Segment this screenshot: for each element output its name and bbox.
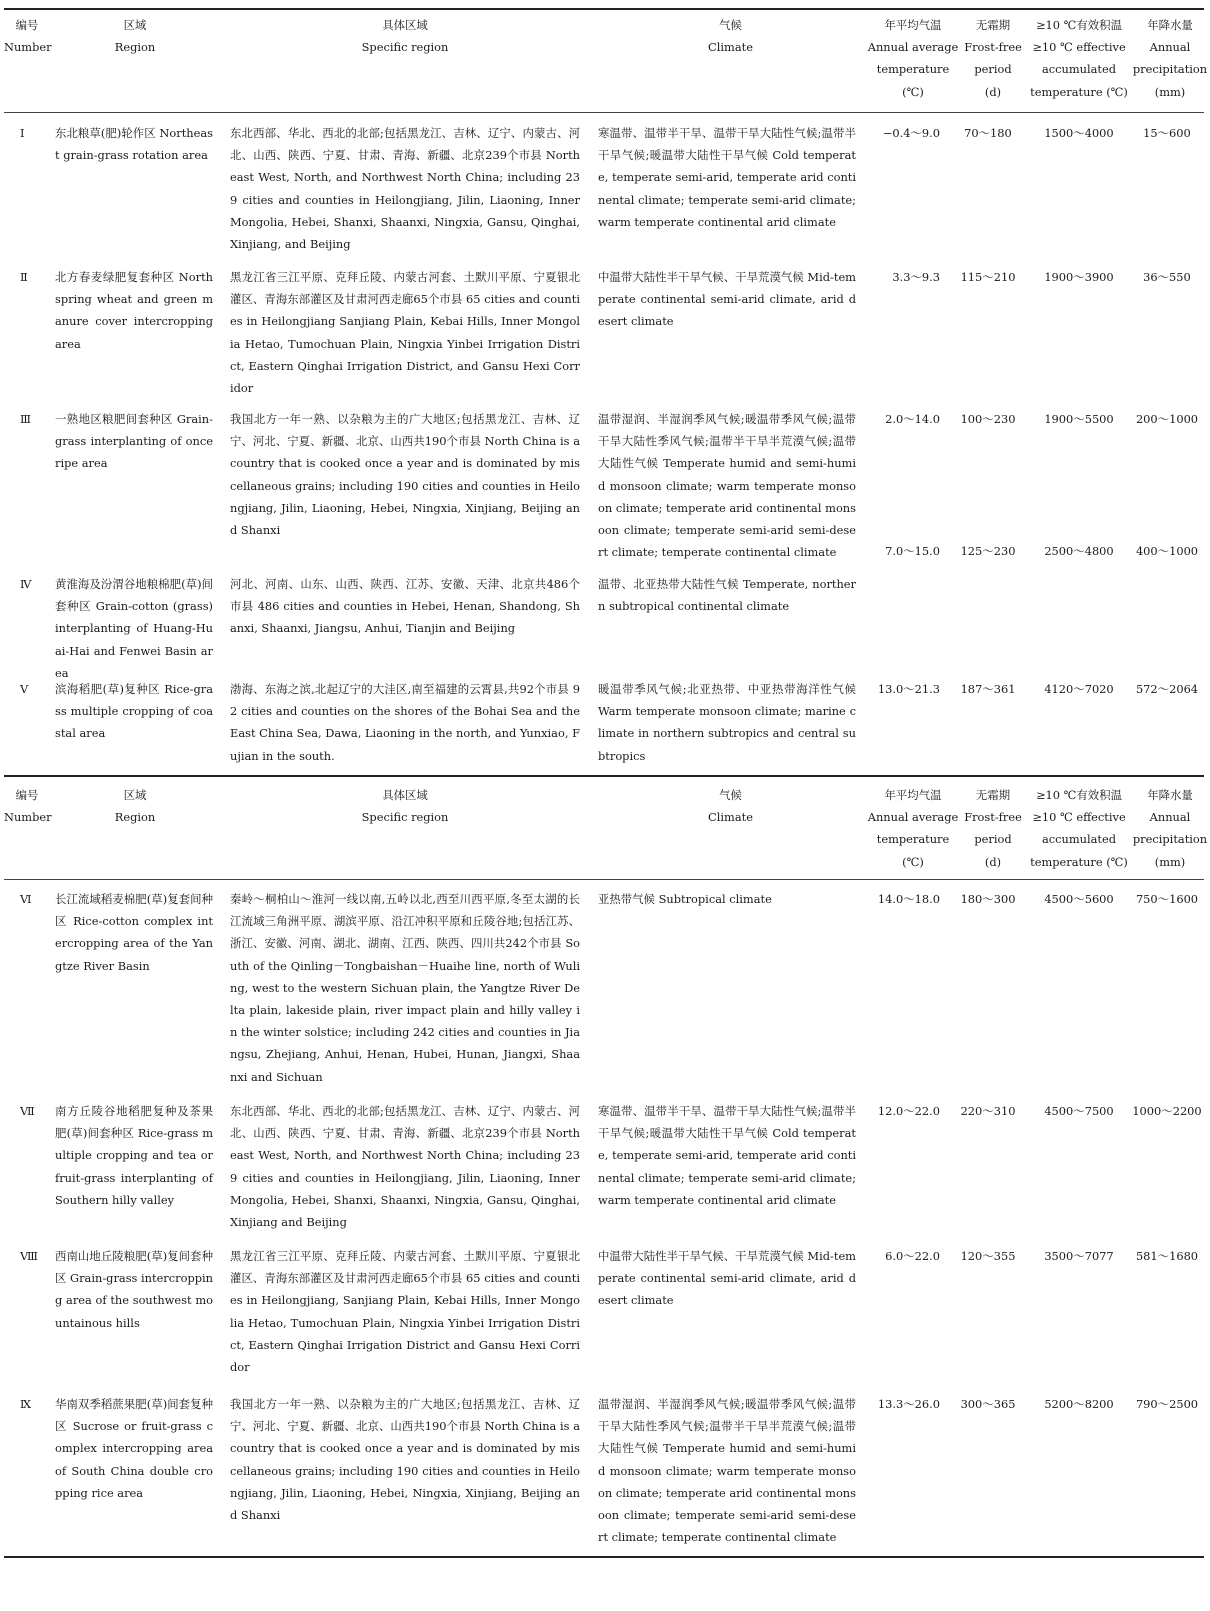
row-temp: 13.0～21.3 [877,682,940,696]
header-accum-unit: temperature (℃) [1030,84,1128,99]
header-accum-en2: accumulated [1041,62,1117,77]
row-precip: 400～1000 [1135,544,1199,558]
row-region: 滨海稻肥(草)复种区 Rice-grass multiple cropping of coastal area [55,682,213,741]
row-accum: 4120～7020 [1044,682,1114,696]
header-region-en: Region [114,810,156,825]
row-specific: 我国北方一年一熟、以杂粮为主的广大地区;包括黑龙江、吉林、辽宁、河北、宁夏、新疆、北京、山西共190个市县 North China is a country that is cooked once a year and is dominated by miscellaneous grains; including 190 cities and counties in Heilongjiang, Jilin, Liaoning, Hebei, Ningxia, Xinjiang, Beijing and Shanxi [230,1397,580,1523]
row-climate: 寒温带、温带半干旱、温带干旱大陆性气候;温带半干旱气候;暖温带大陆性干旱气候 Cold temperate, temperate semi-arid, temperate arid continental climate; temperate semi-arid climate; warm temperate continental arid climate [598,126,856,229]
row-precip: 1000～2200 [1132,1104,1202,1118]
header-climate-en: Climate [708,40,753,55]
header-frost-en1: Frost-free [964,40,1022,55]
header-accum-zh: ≥10 ℃有效积温 [1036,18,1122,32]
row-specific: 秦岭～桐柏山～淮河一线以南,五岭以北,西至川西平原,冬至太湖的长江流域三角洲平原、湖滨平原、沿江冲积平原和丘陵谷地;包括江苏、浙江、安徽、河南、湖北、湖南、江西、陕西、四川共242个市县 South of the Qinling－Tongbaishan－Huaihe line, north of Wuling, west to the western Sichuan plain, the Yangtze River Delta plain, lakeside plain, river impact plain and hilly valley in the winter solstice; including 242 cities and counties in Jiangsu, Zhejiang, Anhui, Henan, Hubei, Hunan, Jiangxi, Shaanxi and Sichuan [230,892,580,1084]
row-accum: 4500～7500 [1044,1104,1114,1118]
header-number-en: Number [4,40,52,55]
row-number: Ⅱ [20,270,28,284]
row-number: Ⅸ [20,1397,31,1411]
header-specific [230,14,580,58]
row-climate: 中温带大陆性半干旱气候、干旱荒漠气候 Mid-temperate continental semi-arid climate, arid desert climate [598,1249,856,1308]
row-specific: 我国北方一年一熟、以杂粮为主的广大地区;包括黑龙江、吉林、辽宁、河北、宁夏、新疆、北京、山西共190个市县 North China is a country that is cooked once a year and is dominated by miscellaneous grains; including 190 cities and counties in Heilongjiang, Jilin, Liaoning, Hebei, Ningxia, Xinjiang, Beijing and Shanxi [230,412,580,538]
header-climate [598,14,863,58]
row-temp: 12.0～22.0 [877,1104,940,1118]
row-climate: 中温带大陆性半干旱气候、干旱荒漠气候 Mid-temperate continental semi-arid climate, arid desert climate [598,270,856,329]
header-temp-unit: (℃) [902,84,924,99]
header-number [4,14,50,58]
row-temp: 7.0～15.0 [885,544,940,558]
row-accum: 1900～3900 [1044,270,1114,284]
header-region [60,14,210,58]
header-precip-unit: (mm) [1154,854,1186,869]
row-temp: −0.4～9.0 [882,126,940,140]
row-climate: 温带湿润、半湿润季风气候;暖温带季风气候;温带干旱大陆性季风气候;温带半干旱半荒漠气候;温带大陆性气候 Temperate humid and semi-humid monsoon climate; warm temperate monsoon climate; temperate arid continental monsoon climate; temperate semi-arid semi-desert climate; temperate continental climate [598,412,856,560]
row-climate: 温带、北亚热带大陆性气候 Temperate, northern subtropical continental climate [598,577,856,614]
row-frost: 100～230 [960,412,1016,426]
header-precip [1132,14,1208,103]
row-region: 黄淮海及汾渭谷地粮棉肥(草)间套种区 Grain-cotton (grass) interplanting of Huang-Huai-Hai and Fenwei Basin area [55,577,213,680]
row-region: 北方春麦绿肥复套种区 North spring wheat and green manure cover intercropping area [55,270,213,351]
bottom-rule [4,1556,1204,1558]
header-specific-zh: 具体区域 [382,788,428,802]
header-precip-en2: precipitation [1132,832,1208,847]
row-temp: 6.0～22.0 [885,1249,940,1263]
row-temp: 13.3～26.0 [877,1397,940,1411]
row-temp: 14.0～18.0 [877,892,940,906]
row-frost: 220～310 [960,1104,1016,1118]
row-climate: 暖温带季风气候;北亚热带、中亚热带海洋性气候 Warm temperate monsoon climate; marine climate in northern subtropics and central subtropics [598,682,856,763]
header-number-en: Number [4,810,52,825]
header-accum-zh: ≥10 ℃有效积温 [1036,788,1122,802]
row-temp: 3.3～9.3 [892,270,940,284]
row-region: 一熟地区粮肥间套种区 Grain-grass interplanting of once ripe area [55,412,213,471]
row-number: Ⅲ [20,412,31,426]
row-number: Ⅴ [20,682,29,696]
row-region: 南方丘陵谷地稻肥复种及茶果肥(草)间套种区 Rice-grass multiple cropping and tea or fruit-grass interplanting of Southern hilly valley [55,1104,213,1207]
header-frost-en2: period [974,62,1012,77]
row-precip: 750～1600 [1135,892,1199,906]
row-accum: 3500～7077 [1044,1249,1114,1263]
header-frost-en1: Frost-free [964,810,1022,825]
header-precip-en1: Annual [1149,810,1191,825]
middle-rule [4,775,1204,777]
header-frost [962,14,1024,103]
header-frost-zh: 无霜期 [975,788,1011,802]
row-precip: 15～600 [1143,126,1191,140]
row-accum: 1500～4000 [1044,126,1114,140]
row-climate: 亚热带气候 Subtropical climate [598,892,772,906]
row-climate: 温带湿润、半湿润季风气候;暖温带季风气候;温带干旱大陆性季风气候;温带半干旱半荒漠气候;温带大陆性气候 Temperate humid and semi-humid monsoon climate; warm temperate monsoon climate; temperate arid continental monsoon climate; temperate semi-arid semi-desert climate; temperate continental climate [598,1397,856,1545]
row-precip: 200～1000 [1135,412,1199,426]
header-climate-zh: 气候 [719,788,742,802]
row-frost: 120～355 [960,1249,1016,1263]
header-precip [1132,784,1208,873]
row-region: 西南山地丘陵粮肥(草)复间套种区 Grain-grass intercropping area of the southwest mountainous hills [55,1249,214,1330]
row-specific: 河北、河南、山东、山西、陕西、江苏、安徽、天津、北京共486个市县 486 cities and counties in Hebei, Henan, Shandong, Shanxi, Shaanxi, Jiangsu, Anhui, Tianjin and Beijing [230,577,580,636]
row-number: Ⅵ [20,892,32,906]
row-specific: 东北西部、华北、西北的北部;包括黑龙江、吉林、辽宁、内蒙古、河北、山西、陕西、宁夏、甘肃、青海、新疆、北京239个市县 Northeast West, North, and Northwest North China; including 239 cities and counties in Heilongjiang, Jilin, Liaoning, Inner Mongolia, Hebei, Shanxi, Shaanxi, Ningxia, Gansu, Qinghai, Xinjiang, and Beijing [230,126,580,252]
header-frost-zh: 无霜期 [975,18,1011,32]
row-frost: 70～180 [964,126,1012,140]
header-rule [4,112,1204,113]
row-accum: 2500～4800 [1044,544,1114,558]
header-temp-en1: Annual average [867,810,959,825]
row-precip: 790～2500 [1135,1397,1199,1411]
header-frost [962,784,1024,873]
row-region: 东北粮草(肥)轮作区 Northeast grain-grass rotation area [55,126,213,163]
row-temp: 2.0～14.0 [885,412,940,426]
header-climate [598,784,863,828]
header-temp-en2: temperature [876,832,950,847]
header-precip-en2: precipitation [1132,62,1208,77]
header-region-zh: 区域 [123,788,147,802]
header-temp-en1: Annual average [867,40,959,55]
top-rule [4,8,1204,10]
row-region: 长江流域稻麦棉肥(草)复套间种区 Rice-cotton complex intercropping area of the Yangtze River Basin [55,892,213,973]
header-accum-en2: accumulated [1041,832,1117,847]
header-precip-zh: 年降水量 [1147,788,1193,802]
header-number-zh: 编号 [15,788,39,802]
row-specific: 渤海、东海之滨,北起辽宁的大洼区,南至福建的云霄县,共92个市县 92 cities and counties on the shores of the Bohai Sea and the East China Sea, Dawa, Liaoning in the north, and Yunxiao, Fujian in the south. [230,682,580,763]
row-precip: 581～1680 [1135,1249,1199,1263]
row-number: Ⅳ [20,577,32,591]
header-number [4,784,50,828]
header-region [60,784,210,828]
header-specific-en: Specific region [361,40,449,55]
header-frost-unit: (d) [984,84,1002,99]
row-specific: 黑龙江省三江平原、克拜丘陵、内蒙古河套、土默川平原、宁夏银北灌区、青海东部灌区及甘肃河西走廊65个市县 65 cities and counties in Heilongjiang Sanjiang Plain, Kebai Hills, Inner Mongolia Hetao, Tumochuan Plain, Ningxia Yinbei Irrigation District, Eastern Qinghai Irrigation District, and Gansu Hexi Corridor [230,270,580,396]
header-precip-zh: 年降水量 [1147,18,1193,32]
header-accum-en1: ≥10 ℃ effective [1032,810,1126,825]
header-precip-unit: (mm) [1154,84,1186,99]
row-number: Ⅶ [20,1104,35,1118]
header-temp-en2: temperature [876,62,950,77]
header-specific [230,784,580,828]
header-temp [865,14,961,103]
header-temp-zh: 年平均气温 [884,788,942,802]
header-specific-en: Specific region [361,810,449,825]
header-frost-unit: (d) [984,854,1002,869]
header-climate-zh: 气候 [719,18,742,32]
header-accum-unit: temperature (℃) [1030,854,1128,869]
header-region-en: Region [114,40,156,55]
row-frost: 300～365 [960,1397,1016,1411]
row-number: Ⅷ [20,1249,38,1263]
header-accum [1026,784,1132,873]
header-specific-zh: 具体区域 [382,18,428,32]
row-precip: 36～550 [1143,270,1191,284]
header-frost-en2: period [974,832,1012,847]
header-accum-en1: ≥10 ℃ effective [1032,40,1126,55]
row-accum: 1900～5500 [1044,412,1114,426]
row-number: Ⅰ [20,126,25,140]
row-frost: 125～230 [960,544,1016,558]
row-frost: 115～210 [960,270,1016,284]
header-temp-zh: 年平均气温 [884,18,942,32]
header-precip-en1: Annual [1149,40,1191,55]
row-frost: 180～300 [960,892,1016,906]
row-climate: 寒温带、温带半干旱、温带干旱大陆性气候;温带半干旱气候;暖温带大陆性干旱气候 Cold temperate, temperate semi-arid, temperate arid continental climate; temperate semi-arid climate; warm temperate continental arid climate [598,1104,856,1207]
row-precip: 572～2064 [1135,682,1199,696]
row-region: 华南双季稻蔗果肥(草)间套复种区 Sucrose or fruit-grass complex intercropping area of South China double cropping rice area [55,1397,213,1500]
row-frost: 187～361 [960,682,1016,696]
header-climate-en: Climate [708,810,753,825]
header-rule [4,879,1204,880]
header-number-zh: 编号 [15,18,39,32]
row-specific: 东北西部、华北、西北的北部;包括黑龙江、吉林、辽宁、内蒙古、河北、山西、陕西、宁夏、甘肃、青海、新疆、北京239个市县 Northeast West, North, and Northwest North China; including 239 cities and counties in Heilongjiang, Jilin, Liaoning, Inner Mongolia, Hebei, Shanxi, Shaanxi, Ningxia, Gansu, Qinghai, Xinjiang and Beijing [230,1104,580,1230]
header-region-zh: 区域 [123,18,147,32]
row-specific: 黑龙江省三江平原、克拜丘陵、内蒙古河套、土默川平原、宁夏银北灌区、青海东部灌区及甘肃河西走廊65个市县 65 cities and counties in Heilongjiang, Sanjiang Plain, Kebai Hills, Inner Mongolia Hetao, Tumochuan Plain, Ningxia Yinbei Irrigation District, Eastern Qinghai Irrigation District and Gansu Hexi Corridor [230,1249,580,1375]
header-temp-unit: (℃) [902,854,924,869]
row-accum: 5200～8200 [1044,1397,1114,1411]
header-accum [1026,14,1132,103]
header-temp [865,784,961,873]
row-accum: 4500～5600 [1044,892,1114,906]
